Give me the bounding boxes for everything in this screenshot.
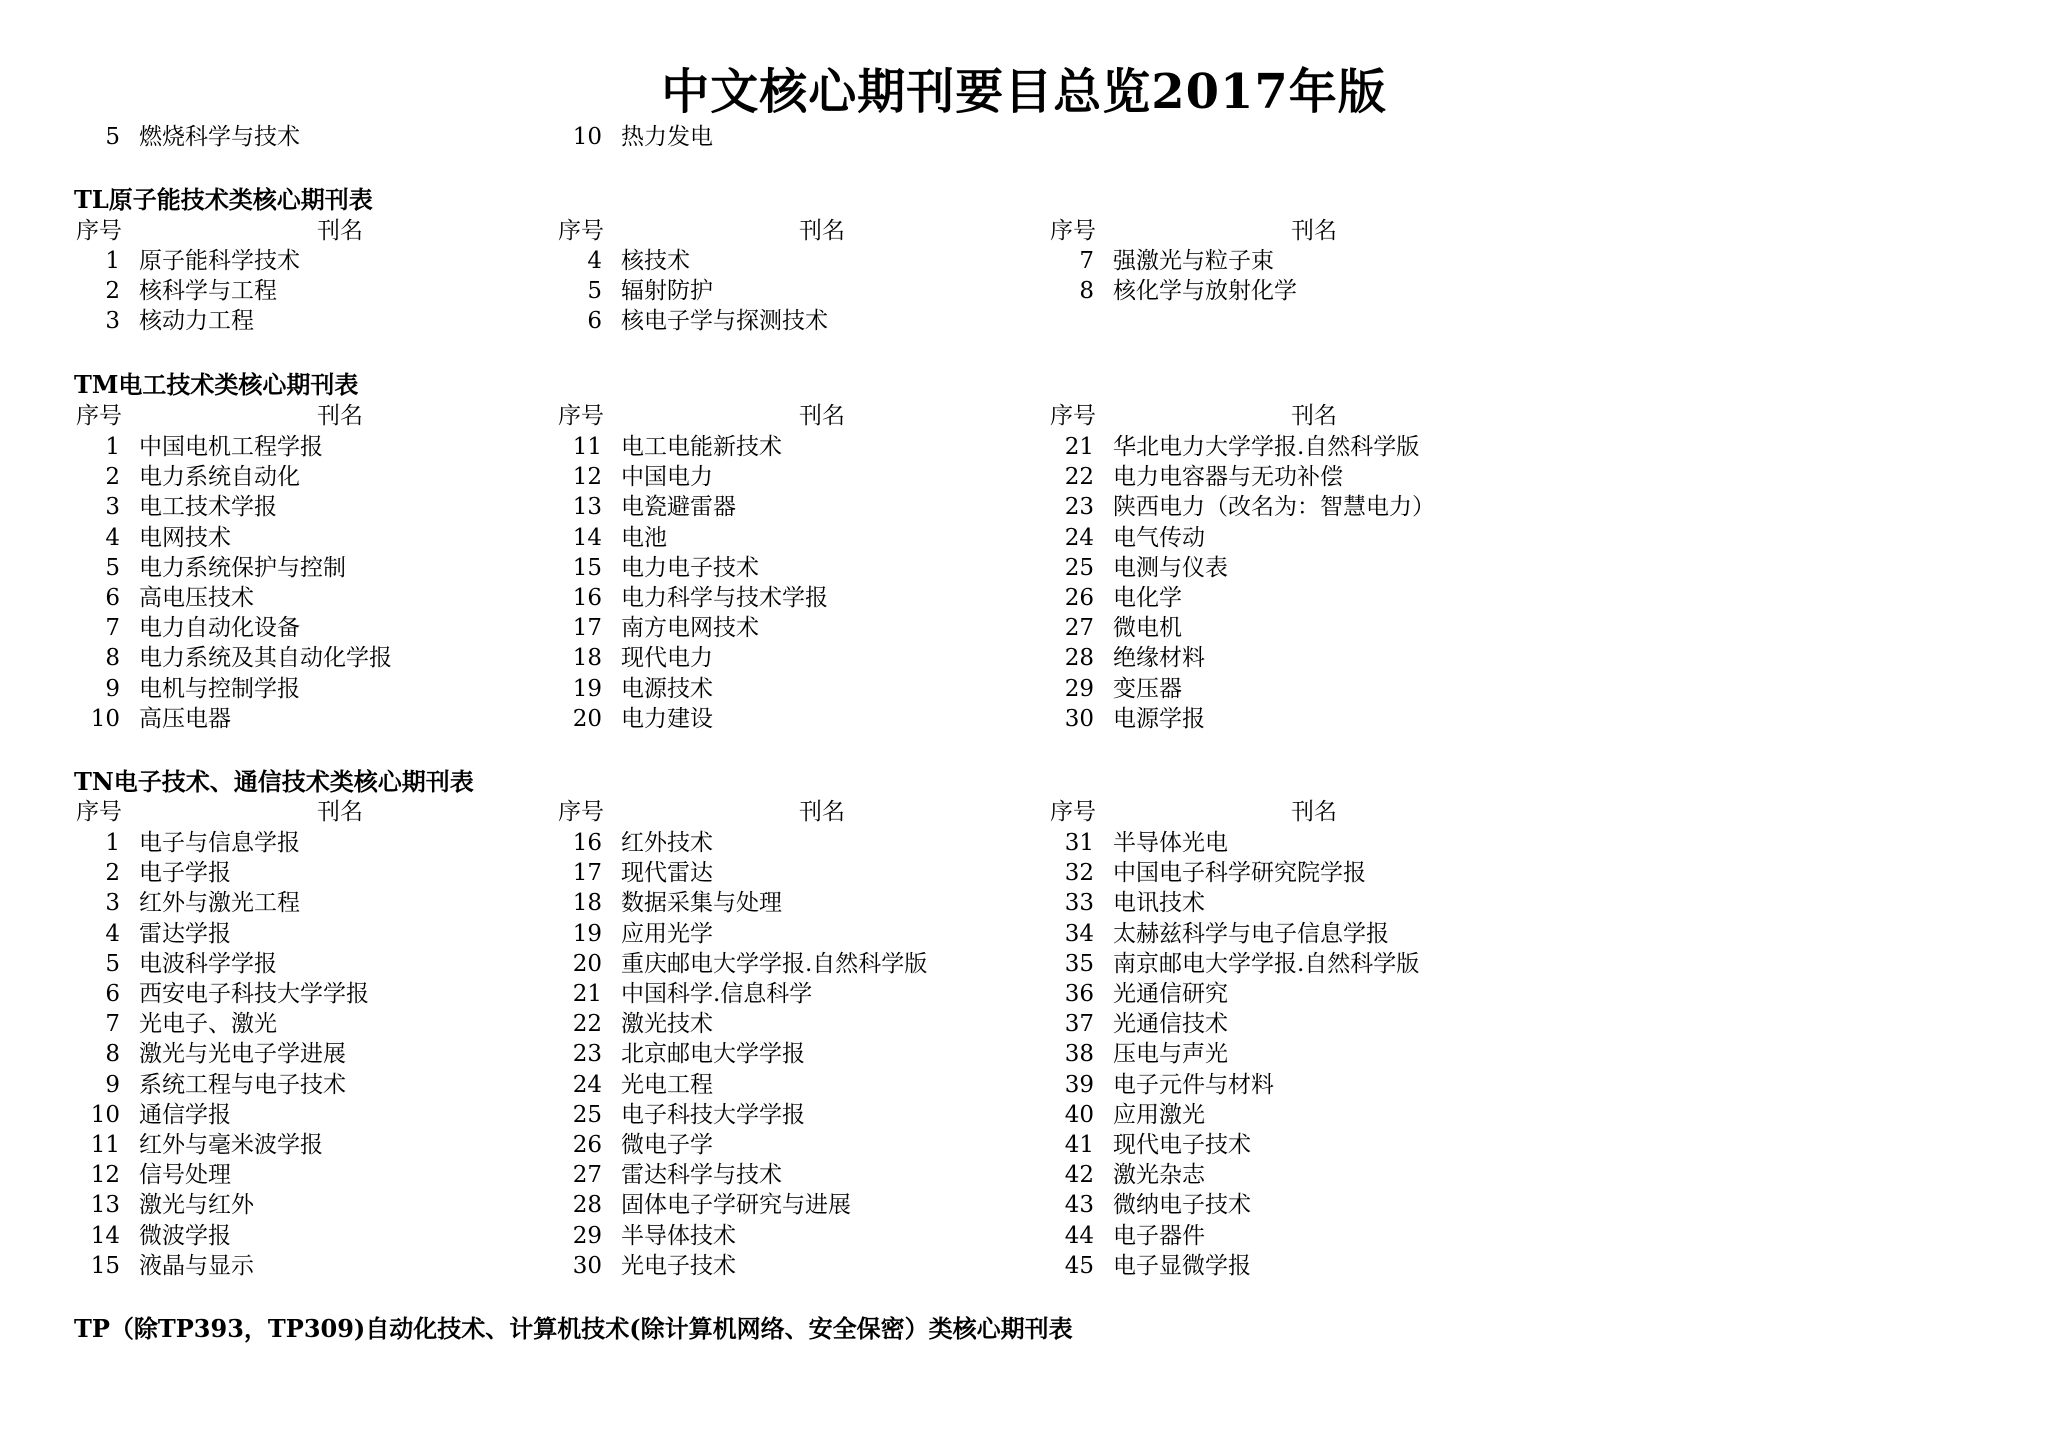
journal-row — [1052, 674, 1522, 704]
journal-number: 5 — [105, 950, 120, 977]
column-header — [1050, 216, 1450, 246]
journal-row — [560, 306, 1030, 336]
journal-number: 17 — [572, 615, 602, 642]
journal-number: 18 — [572, 645, 602, 672]
journal-number: 4 — [587, 248, 602, 274]
journal-name: 南京邮电大学学报.自然科学版 — [1113, 950, 1420, 977]
journal-row — [78, 306, 548, 336]
journal-name: 北京邮电大学学报 — [621, 1041, 805, 1068]
journal-row — [78, 858, 548, 888]
journal-number: 11 — [90, 1132, 120, 1158]
journal-name: 红外技术 — [621, 830, 713, 856]
journal-row — [560, 1190, 1030, 1220]
journal-name: 半导体技术 — [621, 1222, 736, 1249]
journal-row — [560, 858, 1030, 888]
journal-number: 24 — [572, 1071, 602, 1098]
journal-name: 电力科学与技术学报 — [621, 585, 828, 611]
journal-number: 7 — [105, 615, 120, 642]
journal-name: 红外与毫米波学报 — [139, 1132, 323, 1158]
journal-number: 39 — [1064, 1071, 1094, 1098]
journal-name: 现代电力 — [621, 645, 713, 672]
journal-number: 29 — [1064, 675, 1094, 702]
journal-number: 34 — [1064, 920, 1094, 947]
journal-row — [560, 432, 1030, 462]
column-header-name: 刊名 — [799, 218, 845, 244]
column-header-number: 序号 — [76, 799, 122, 825]
column-header-number: 序号 — [558, 218, 604, 244]
journal-name: 光电子、激光 — [139, 1011, 277, 1038]
journal-number: 10 — [90, 1101, 120, 1128]
journal-name: 电子科技大学学报 — [621, 1101, 805, 1128]
journal-name: 电力系统自动化 — [139, 464, 300, 491]
journal-row — [560, 583, 1030, 613]
journal-row — [560, 1070, 1030, 1100]
column-header — [76, 797, 476, 827]
journal-name: 华北电力大学学报.自然科学版 — [1113, 434, 1420, 460]
journal-number: 33 — [1064, 890, 1094, 917]
journal-name: 电源学报 — [1113, 705, 1205, 732]
journal-row — [1052, 1251, 1522, 1281]
journal-row — [1052, 583, 1522, 613]
journal-name: 应用光学 — [621, 920, 713, 947]
journal-row — [560, 1130, 1030, 1160]
journal-row — [78, 246, 548, 276]
journal-number: 22 — [1064, 464, 1094, 491]
journal-row — [1052, 246, 1522, 276]
journal-name: 现代雷达 — [621, 860, 713, 887]
journal-row — [1052, 1130, 1522, 1160]
journal-row — [560, 949, 1030, 979]
journal-number: 37 — [1064, 1011, 1094, 1038]
journal-row — [78, 1190, 548, 1220]
journal-row — [1052, 949, 1522, 979]
journal-row — [560, 1221, 1030, 1251]
journal-number: 16 — [572, 585, 602, 611]
journal-row — [78, 583, 548, 613]
column-header-number: 序号 — [558, 403, 604, 429]
journal-number: 12 — [572, 464, 602, 491]
journal-number: 21 — [1064, 434, 1094, 460]
journal-row — [78, 276, 548, 306]
journal-number: 11 — [572, 434, 602, 460]
section-title: TN电子技术、通信技术类核心期刊表 — [74, 767, 474, 796]
journal-name: 中国电力 — [621, 464, 713, 491]
journal-number: 30 — [572, 1252, 602, 1279]
journal-number: 23 — [1064, 494, 1094, 521]
journal-name: 绝缘材料 — [1113, 645, 1205, 672]
journal-number: 44 — [1064, 1222, 1094, 1249]
journal-number: 9 — [105, 675, 120, 702]
journal-row — [560, 122, 1030, 152]
journal-number: 12 — [90, 1162, 120, 1189]
journal-row — [560, 246, 1030, 276]
journal-name: 光通信技术 — [1113, 1011, 1228, 1038]
journal-row — [78, 1221, 548, 1251]
column-header — [558, 216, 958, 246]
journal-row — [560, 1039, 1030, 1069]
journal-number: 40 — [1064, 1101, 1094, 1128]
journal-name: 电工电能新技术 — [621, 434, 782, 460]
journal-name: 变压器 — [1113, 675, 1182, 702]
column-header-number: 序号 — [1050, 799, 1096, 825]
journal-row — [560, 674, 1030, 704]
journal-row — [78, 704, 548, 734]
journal-name: 原子能科学技术 — [139, 248, 300, 274]
journal-row — [1052, 492, 1522, 522]
journal-number: 25 — [1064, 554, 1094, 581]
journal-name: 微波学报 — [139, 1222, 231, 1249]
journal-number: 2 — [105, 278, 120, 305]
journal-name: 燃烧科学与技术 — [139, 124, 300, 150]
journal-row — [78, 888, 548, 918]
journal-number: 27 — [1064, 615, 1094, 642]
journal-row — [78, 828, 548, 858]
journal-row — [78, 432, 548, 462]
journal-number: 18 — [572, 890, 602, 917]
journal-number: 38 — [1064, 1041, 1094, 1068]
column-header-name: 刊名 — [317, 403, 363, 429]
journal-name: 强激光与粒子束 — [1113, 248, 1274, 274]
journal-name: 应用激光 — [1113, 1101, 1205, 1128]
journal-number: 19 — [572, 675, 602, 702]
journal-row — [1052, 1221, 1522, 1251]
journal-row — [78, 553, 548, 583]
journal-name: 微电机 — [1113, 615, 1182, 642]
journal-number: 3 — [105, 890, 120, 917]
journal-name: 核电子学与探测技术 — [621, 308, 828, 335]
journal-number: 25 — [572, 1101, 602, 1128]
journal-row — [1052, 462, 1522, 492]
journal-row — [78, 1009, 548, 1039]
journal-name: 电讯技术 — [1113, 890, 1205, 917]
journal-row — [560, 1009, 1030, 1039]
journal-row — [78, 1160, 548, 1190]
journal-row — [78, 1251, 548, 1281]
journal-number: 20 — [572, 705, 602, 732]
journal-number: 3 — [105, 494, 120, 521]
journal-row — [1052, 858, 1522, 888]
journal-number: 32 — [1064, 860, 1094, 887]
journal-number: 20 — [572, 950, 602, 977]
journal-row — [560, 979, 1030, 1009]
journal-number: 31 — [1064, 830, 1094, 856]
journal-name: 数据采集与处理 — [621, 890, 782, 917]
journal-name: 光电工程 — [621, 1071, 713, 1098]
journal-number: 14 — [90, 1222, 120, 1249]
journal-number: 35 — [1064, 950, 1094, 977]
journal-number: 4 — [105, 524, 120, 551]
journal-name: 电子与信息学报 — [139, 830, 300, 856]
journal-row — [78, 462, 548, 492]
journal-name: 南方电网技术 — [621, 615, 759, 642]
column-header — [558, 797, 958, 827]
journal-number: 21 — [572, 981, 602, 1007]
journal-number: 3 — [105, 308, 120, 335]
journal-name: 高电压技术 — [139, 585, 254, 611]
journal-number: 6 — [105, 585, 120, 611]
journal-name: 电子学报 — [139, 860, 231, 887]
journal-row — [1052, 1190, 1522, 1220]
journal-number: 7 — [105, 1011, 120, 1038]
journal-name: 压电与声光 — [1113, 1041, 1228, 1068]
journal-name: 陕西电力（改名为：智慧电力） — [1113, 494, 1435, 521]
journal-row — [1052, 919, 1522, 949]
journal-name: 重庆邮电大学学报.自然科学版 — [621, 950, 928, 977]
journal-name: 激光杂志 — [1113, 1162, 1205, 1189]
journal-row — [560, 613, 1030, 643]
section-title: TM电工技术类核心期刊表 — [74, 370, 359, 399]
journal-name: 核技术 — [621, 248, 690, 274]
journal-row — [560, 643, 1030, 673]
journal-number: 41 — [1064, 1132, 1094, 1158]
journal-row — [1052, 643, 1522, 673]
column-header-name: 刊名 — [1291, 799, 1337, 825]
journal-row — [560, 919, 1030, 949]
column-header — [76, 216, 476, 246]
journal-name: 电力电子技术 — [621, 554, 759, 581]
journal-number: 45 — [1064, 1252, 1094, 1279]
journal-row — [560, 1251, 1030, 1281]
column-header-name: 刊名 — [1291, 218, 1337, 244]
column-header — [1050, 797, 1450, 827]
column-header-name: 刊名 — [317, 799, 363, 825]
journal-number: 14 — [572, 524, 602, 551]
journal-name: 电池 — [621, 524, 667, 551]
journal-row — [78, 919, 548, 949]
column-header-name: 刊名 — [1291, 403, 1337, 429]
column-header — [76, 401, 476, 431]
journal-number: 6 — [105, 981, 120, 1007]
journal-row — [560, 1160, 1030, 1190]
journal-name: 电力电容器与无功补偿 — [1113, 464, 1343, 491]
journal-row — [1052, 704, 1522, 734]
journal-name: 核动力工程 — [139, 308, 254, 335]
journal-row — [1052, 1009, 1522, 1039]
journal-row — [78, 492, 548, 522]
journal-row — [1052, 979, 1522, 1009]
page-title: 中文核心期刊要目总览2017年版 — [661, 64, 1387, 120]
section-title: TL原子能技术类核心期刊表 — [74, 185, 373, 214]
journal-name: 光通信研究 — [1113, 981, 1228, 1007]
journal-number: 7 — [1079, 248, 1094, 274]
journal-number: 26 — [1064, 585, 1094, 611]
journal-name: 核科学与工程 — [139, 278, 277, 305]
journal-number: 28 — [572, 1192, 602, 1219]
journal-name: 电气传动 — [1113, 524, 1205, 551]
journal-row — [1052, 523, 1522, 553]
column-header-name: 刊名 — [799, 799, 845, 825]
journal-number: 29 — [572, 1222, 602, 1249]
journal-number: 23 — [572, 1041, 602, 1068]
journal-number: 5 — [105, 554, 120, 581]
journal-name: 半导体光电 — [1113, 830, 1228, 856]
journal-number: 8 — [105, 1041, 120, 1068]
journal-name: 通信学报 — [139, 1101, 231, 1128]
journal-row — [78, 1130, 548, 1160]
journal-number: 1 — [105, 248, 120, 274]
journal-row — [1052, 888, 1522, 918]
journal-row — [1052, 1160, 1522, 1190]
journal-number: 8 — [105, 645, 120, 672]
journal-number: 5 — [587, 278, 602, 305]
journal-name: 热力发电 — [621, 124, 713, 150]
journal-row — [78, 523, 548, 553]
journal-row — [560, 492, 1030, 522]
journal-name: 电工技术学报 — [139, 494, 277, 521]
journal-row — [1052, 1100, 1522, 1130]
journal-name: 电源技术 — [621, 675, 713, 702]
column-header-name: 刊名 — [317, 218, 363, 244]
journal-number: 22 — [572, 1011, 602, 1038]
journal-row — [560, 828, 1030, 858]
journal-number: 5 — [105, 124, 120, 150]
section-title: TP（除TP393，TP309)自动化技术、计算机技术(除计算机网络、安全保密）类核心期刊表 — [74, 1314, 1073, 1343]
journal-name: 激光与红外 — [139, 1192, 254, 1219]
journal-name: 电力系统及其自动化学报 — [139, 645, 392, 672]
column-header-number: 序号 — [1050, 403, 1096, 429]
journal-row — [78, 674, 548, 704]
journal-row — [78, 1070, 548, 1100]
journal-name: 西安电子科技大学学报 — [139, 981, 369, 1007]
journal-name: 液晶与显示 — [139, 1252, 254, 1279]
journal-name: 雷达学报 — [139, 920, 231, 947]
journal-row — [1052, 828, 1522, 858]
column-header-number: 序号 — [76, 218, 122, 244]
journal-row — [1052, 1039, 1522, 1069]
journal-name: 电网技术 — [139, 524, 231, 551]
journal-number: 19 — [572, 920, 602, 947]
journal-name: 现代电子技术 — [1113, 1132, 1251, 1158]
journal-row — [560, 1100, 1030, 1130]
journal-number: 26 — [572, 1132, 602, 1158]
journal-number: 28 — [1064, 645, 1094, 672]
journal-name: 电子元件与材料 — [1113, 1071, 1274, 1098]
journal-row — [1052, 1070, 1522, 1100]
journal-name: 电力自动化设备 — [139, 615, 300, 642]
journal-name: 电子显微学报 — [1113, 1252, 1251, 1279]
journal-name: 高压电器 — [139, 705, 231, 732]
journal-name: 电测与仪表 — [1113, 554, 1228, 581]
journal-row — [78, 613, 548, 643]
journal-row — [1052, 553, 1522, 583]
journal-name: 激光与光电子学进展 — [139, 1041, 346, 1068]
journal-row — [78, 949, 548, 979]
journal-name: 中国电子科学研究院学报 — [1113, 860, 1366, 887]
journal-name: 中国科学.信息科学 — [621, 981, 813, 1007]
journal-number: 8 — [1079, 278, 1094, 305]
journal-number: 43 — [1064, 1192, 1094, 1219]
journal-number: 10 — [572, 124, 602, 150]
column-header-name: 刊名 — [799, 403, 845, 429]
journal-row — [560, 704, 1030, 734]
journal-row — [78, 1039, 548, 1069]
column-header-number: 序号 — [558, 799, 604, 825]
journal-row — [78, 979, 548, 1009]
journal-number: 2 — [105, 464, 120, 491]
column-header-number: 序号 — [1050, 218, 1096, 244]
journal-name: 固体电子学研究与进展 — [621, 1192, 851, 1219]
journal-name: 电机与控制学报 — [139, 675, 300, 702]
journal-name: 中国电机工程学报 — [139, 434, 323, 460]
journal-number: 13 — [90, 1192, 120, 1219]
journal-number: 15 — [572, 554, 602, 581]
journal-name: 微电子学 — [621, 1132, 713, 1158]
journal-name: 雷达科学与技术 — [621, 1162, 782, 1189]
journal-row — [78, 643, 548, 673]
journal-row — [78, 122, 548, 152]
column-header — [1050, 401, 1450, 431]
journal-name: 电力系统保护与控制 — [139, 554, 346, 581]
journal-row — [78, 1100, 548, 1130]
column-header — [558, 401, 958, 431]
journal-row — [560, 462, 1030, 492]
journal-number: 4 — [105, 920, 120, 947]
journal-number: 16 — [572, 830, 602, 856]
journal-name: 光电子技术 — [621, 1252, 736, 1279]
journal-row — [1052, 613, 1522, 643]
journal-row — [1052, 276, 1522, 306]
journal-number: 10 — [90, 705, 120, 732]
journal-name: 电子器件 — [1113, 1222, 1205, 1249]
journal-number: 1 — [105, 830, 120, 856]
journal-number: 30 — [1064, 705, 1094, 732]
journal-name: 系统工程与电子技术 — [139, 1071, 346, 1098]
journal-name: 电瓷避雷器 — [621, 494, 736, 521]
journal-number: 17 — [572, 860, 602, 887]
journal-number: 9 — [105, 1071, 120, 1098]
journal-name: 红外与激光工程 — [139, 890, 300, 917]
journal-name: 核化学与放射化学 — [1113, 278, 1297, 305]
journal-number: 13 — [572, 494, 602, 521]
column-header-number: 序号 — [76, 403, 122, 429]
journal-number: 36 — [1064, 981, 1094, 1007]
journal-number: 2 — [105, 860, 120, 887]
journal-number: 6 — [587, 308, 602, 335]
journal-row — [560, 276, 1030, 306]
journal-number: 42 — [1064, 1162, 1094, 1189]
journal-name: 激光技术 — [621, 1011, 713, 1038]
journal-number: 24 — [1064, 524, 1094, 551]
journal-row — [560, 523, 1030, 553]
journal-row — [560, 553, 1030, 583]
journal-row — [1052, 432, 1522, 462]
journal-name: 辐射防护 — [621, 278, 713, 305]
journal-number: 1 — [105, 434, 120, 460]
journal-name: 电波科学学报 — [139, 950, 277, 977]
journal-name: 电力建设 — [621, 705, 713, 732]
journal-name: 电化学 — [1113, 585, 1182, 611]
journal-name: 信号处理 — [139, 1162, 231, 1189]
journal-name: 微纳电子技术 — [1113, 1192, 1251, 1219]
journal-name: 太赫兹科学与电子信息学报 — [1113, 920, 1389, 947]
journal-row — [560, 888, 1030, 918]
journal-number: 15 — [90, 1252, 120, 1279]
journal-number: 27 — [572, 1162, 602, 1189]
